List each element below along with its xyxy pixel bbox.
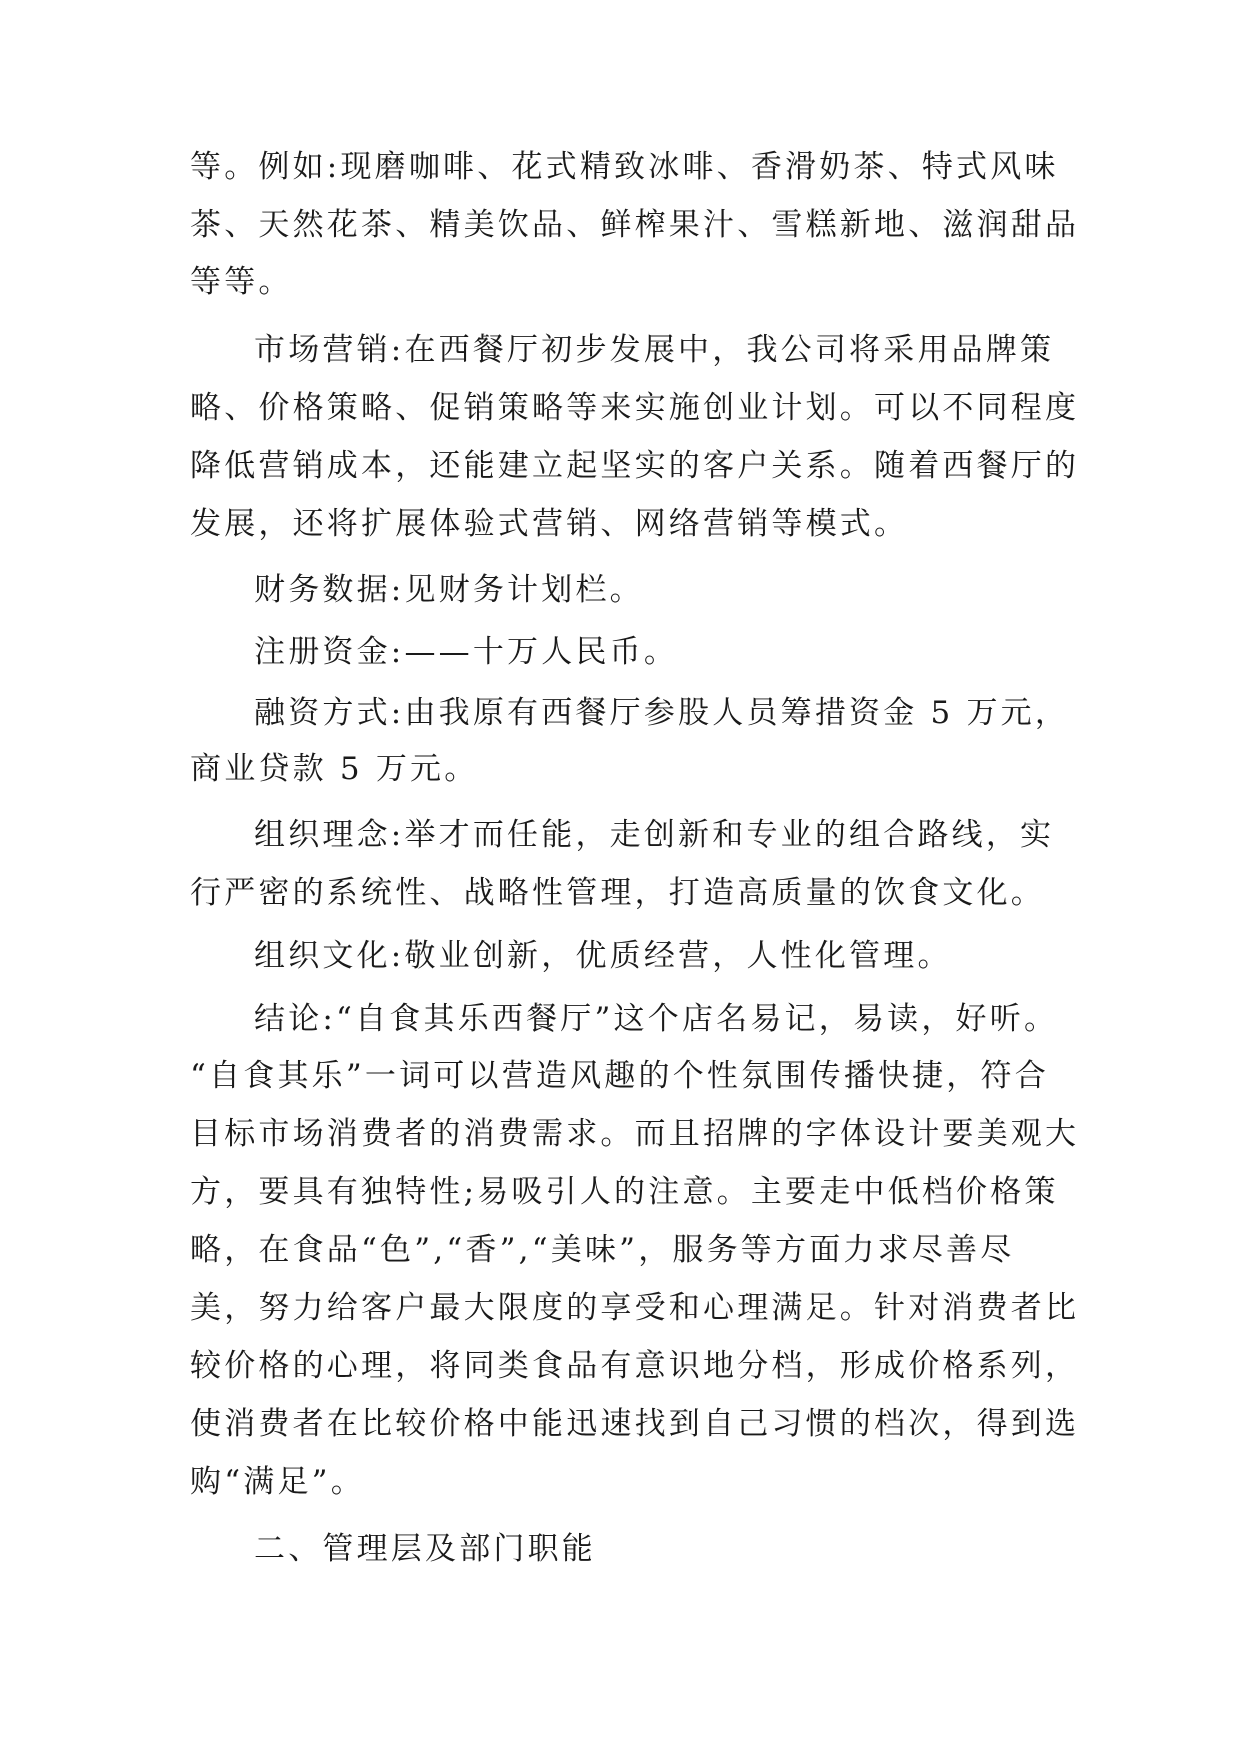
text-line: 略，在食品“色”,“香”,“美味”，服务等方面力求尽善尽 (190, 1232, 1015, 1268)
text-line: 市场营销:在西餐厅初步发展中，我公司将采用品牌策 (254, 332, 1055, 368)
text-line: 商业贷款 5 万元。 (190, 751, 479, 787)
section-heading: 二、管理层及部门职能 (254, 1531, 596, 1567)
text-line: 略、价格策略、促销策略等来实施创业计划。可以不同程度 (190, 390, 1080, 426)
text-line: 行严密的系统性、战略性管理，打造高质量的饮食文化。 (190, 875, 1045, 911)
text-line: “自食其乐”一词可以营造风趣的个性氛围传播快捷，符合 (190, 1058, 1049, 1094)
text-line: 财务数据:见财务计划栏。 (254, 572, 644, 608)
text-line: 目标市场消费者的消费需求。而且招牌的字体设计要美观大 (190, 1116, 1080, 1152)
text-line: 美，努力给客户最大限度的享受和心理满足。针对消费者比 (190, 1290, 1080, 1326)
text-line: 使消费者在比较价格中能迅速找到自己习惯的档次，得到选 (190, 1406, 1080, 1442)
text-line: 等。例如:现磨咖啡、花式精致冰啡、香滑奶茶、特式风味 (190, 149, 1059, 185)
text-line: 等等。 (190, 264, 293, 300)
text-line: 茶、天然花茶、精美饮品、鲜榨果汁、雪糕新地、滋润甜品 (190, 207, 1080, 243)
text-line: 购“满足”。 (190, 1464, 365, 1500)
text-line: 结论:“自食其乐西餐厅”这个店名易记，易读，好听。 (254, 1001, 1059, 1037)
text-line: 较价格的心理，将同类食品有意识地分档，形成价格系列， (190, 1348, 1080, 1384)
text-line: 方，要具有独特性;易吸引人的注意。主要走中低档价格策 (190, 1174, 1059, 1210)
text-line: 融资方式:由我原有西餐厅参股人员筹措资金 5 万元， (254, 695, 1070, 731)
text-line: 组织理念:举才而任能，走创新和专业的组合路线，实 (254, 817, 1055, 853)
text-line: 注册资金:——十万人民币。 (254, 634, 679, 670)
text-line: 发展，还将扩展体验式营销、网络营销等模式。 (190, 506, 909, 542)
text-line: 降低营销成本，还能建立起坚实的客户关系。随着西餐厅的 (190, 448, 1080, 484)
text-line: 组织文化:敬业创新，优质经营，人性化管理。 (254, 938, 952, 974)
